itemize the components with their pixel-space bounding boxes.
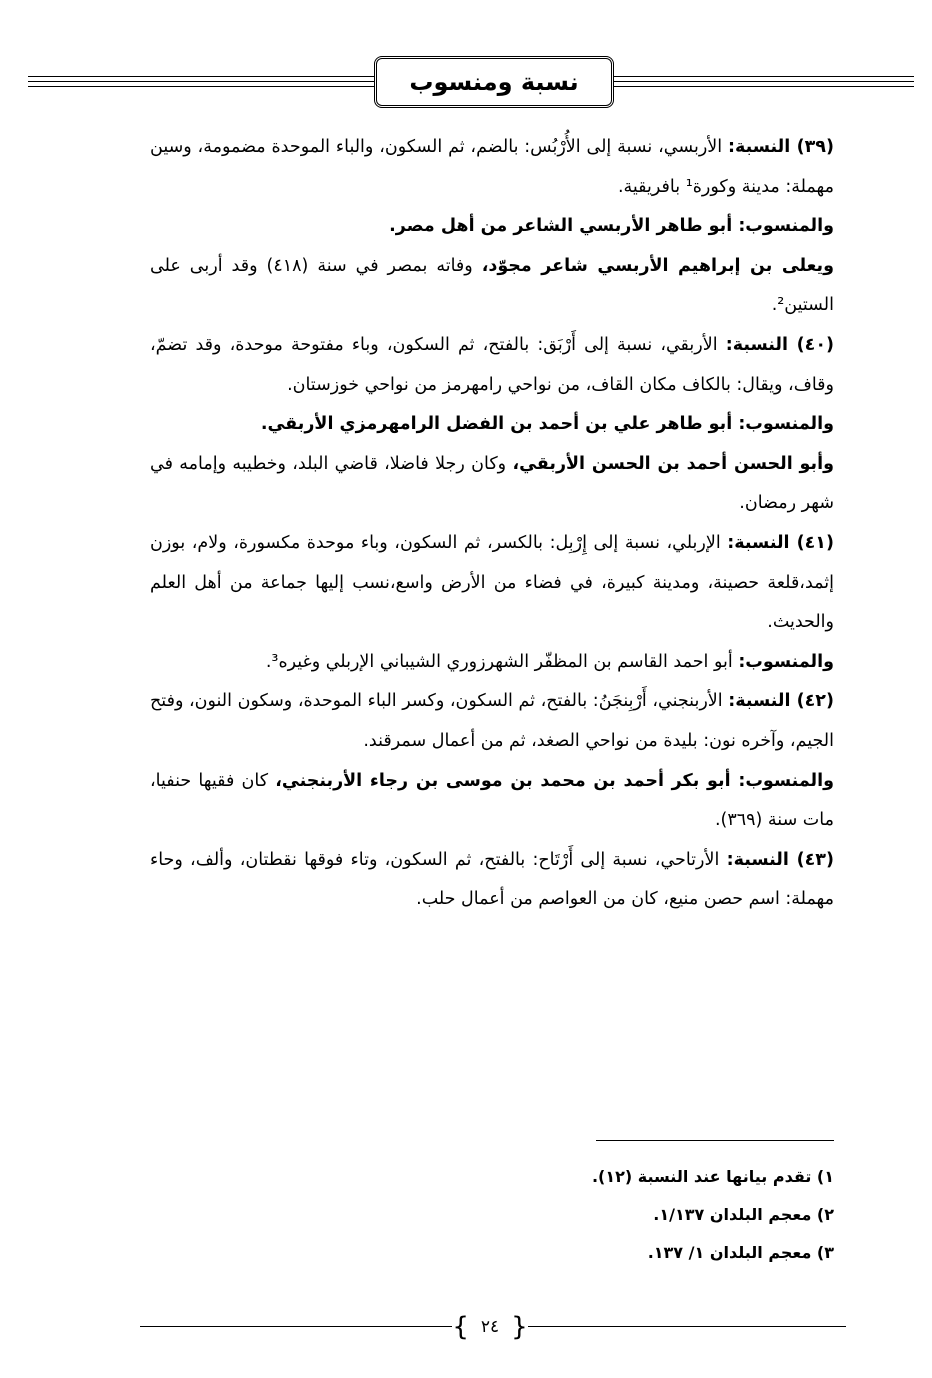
entry-label: (٤٠) النسبة: [725,334,835,355]
footer-rule-left [140,1326,452,1327]
main-text [150,128,834,920]
entry-label: ويعلى بن إبراهيم الأربسي شاعر مجوّد، [481,255,834,276]
page-title: نسبة ومنسوب [409,68,579,96]
entry-label: (٣٩) النسبة: [727,137,834,157]
paragraph-41-nisba [150,524,834,643]
entry-text: أبو طاهر علي بن أحمد بن الفضل الرامهرمزي الأربقي. [260,414,739,435]
entry-label: (٤١) النسبة: [727,532,834,553]
header-title-box [374,56,614,108]
entry-text: الأربسي، نسبة إلى الأُرْبُس: بالضم، ثم السكون، والباء الموحدة مضمومة، وسين مهملة: مدينة وكورة¹ بافريقية. [150,137,834,197]
footnotes [400,1158,834,1272]
page-number [452,1310,528,1344]
brace-left-icon: { [452,1312,469,1342]
entry-text: وكان رجلا فاضلا، قاضي البلد، وخطيبه وإمامه في شهر رمضان. [150,453,834,514]
paragraph-40-nisba [150,326,834,405]
header-rule-left-2 [28,81,374,82]
paragraph-39-mansub [150,207,834,247]
paragraph-40-abulhasan [150,445,834,524]
entry-text: أبو احمد القاسم بن المظفّر الشهرزوري الشيباني الإربلي وغيره³. [265,651,739,672]
footnote-2: ٢) معجم البلدان ١/١٣٧. [653,1205,834,1224]
paragraph-42-mansub [150,762,834,841]
paragraph-41-mansub [150,643,834,683]
entry-label: (٤٣) النسبة: [726,849,834,870]
footer-rule-right [528,1326,846,1327]
entry-label: والمنسوب: [738,651,834,672]
page-number-value: ٢٤ [480,1317,500,1337]
entry-text: الإربلي، نسبة إلى إِرْبِل: بالكسر، ثم السكون، وباء موحدة مكسورة، ولام، بوزن إثمد،قلعة حصينة، ومدينة كبيرة، في فضاء من الأرض واسع،نسب إليها جماعة من أهل العلم والحديث. [150,532,834,633]
entry-label: (٤٢) النسبة: [728,691,834,712]
entry-text: كان فقيها حنفيا، مات سنة (٣٦٩). [150,770,834,831]
entry-text: أبو طاهر الأربسي الشاعر من أهل مصر. [389,216,739,237]
entry-label: وأبو الحسن أحمد بن الحسن الأربقي، [512,453,834,474]
footnote-3: ٣) معجم البلدان ١/ ١٣٧. [647,1243,834,1262]
header-rule-left-3 [28,86,374,87]
paragraph-40-mansub [150,405,834,445]
entry-text: الأربقي، نسبة إلى أَرْبَق: بالفتح، ثم السكون، وباء مفتوحة موحدة، وقد تضمّ، وقاف، ويقال: بالكاف مكان القاف، من نواحي رامهرمز من نواحي خوزستان. [150,334,834,395]
footnote-1: ١) تقدم بيانها عند النسبة (١٢). [591,1167,834,1186]
brace-right-icon: } [511,1312,528,1342]
paragraph-39-nisba [150,128,834,207]
header-rule-right-3 [614,86,914,87]
entry-text: الأربنجني، أَرْبِنجَنُ: بالفتح، ثم السكون، وكسر الباء الموحدة، وسكون النون، وفتح الجيم، وآخره نون: بليدة من نواحي الصغد، ثم من أعمال سمرقند. [150,691,834,751]
header-rule-right-2 [614,81,914,82]
header-rule-right-1 [614,76,914,77]
paragraph-43-nisba [150,841,834,920]
entry-text: وفاته بمصر في سنة (٤١٨) وقد أربى على الستين². [150,255,834,316]
paragraph-39-yala [150,247,834,326]
paragraph-42-nisba [150,682,834,761]
header-rule-left-1 [28,76,374,77]
entry-label: والمنسوب: [738,414,834,435]
entry-text: الأرتاحي، نسبة إلى أَرْتَاح: بالفتح، ثم السكون، وتاء فوقها نقطتان، وألف، وحاء مهملة: اسم حصن منيع، كان من العواصم من أعمال حلب. [150,849,834,910]
entry-label: والمنسوب: أبو بكر أحمد بن محمد بن موسى بن رجاء الأربنجني، [275,770,835,791]
entry-label: والمنسوب: [738,216,834,237]
footnote-separator [596,1140,834,1141]
